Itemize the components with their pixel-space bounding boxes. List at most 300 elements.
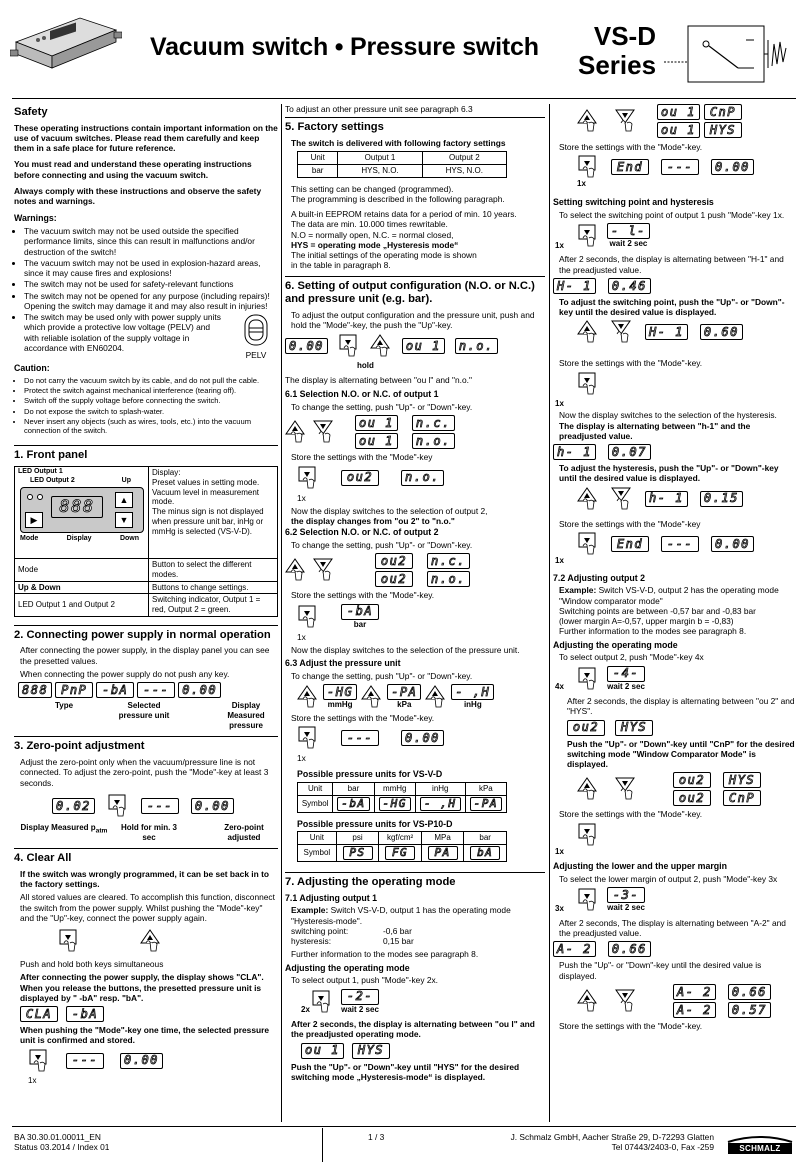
wait-label: wait 2 sec [341,1004,379,1014]
display-value: PA [428,846,458,860]
front-panel-table [14,466,278,617]
press-count: 1x [555,555,564,565]
display-value: n.o. [455,338,498,354]
display-value: 0.02 [52,798,95,814]
display-value: -bA [66,1006,104,1022]
units-p10-table [297,831,507,862]
table-value: Buttons to change settings. [149,581,278,594]
up-key-icon [577,777,599,801]
subsection-text: Now the display switches to the selection of the hysteresis. [559,410,777,421]
display-value: PS [343,846,373,860]
mode-button[interactable]: ▶ [25,512,43,528]
display-value: -3- [607,887,645,903]
press-count: 1x [297,492,306,503]
down-key-icon [615,777,637,801]
pelv-label: PELV [245,350,267,361]
display-value: ou 1 [657,104,700,120]
output-config-text: To adjust the output configuration and the pressure unit, push and hold the "Mode"-key, the push the "Up"-key. [291,309,535,331]
warning-item-text: The switch may be used only with power supply units which provide a protective low voltage (PELV) and with reliable isolation of the supply voltage in accordance with EN60204. [24,312,221,353]
unit-label: mmHg [327,699,353,709]
subsection-text: Now the display switches to the selection of output 2, [291,505,488,516]
display-value: --- [661,159,699,175]
display-value: 0.00 [191,798,234,814]
unit-label: inHg [463,699,482,709]
table-header: bar [333,782,374,795]
press-count: 1x [555,398,564,408]
table-cell: HYS, N.O. [338,164,422,177]
display-value: 0.00 [120,1053,163,1069]
factory-text: The programming is described in the following paragraph. [291,193,505,204]
section-title-power: 2. Connecting power supply in normal operation [14,628,271,641]
subsection-text: the display changes from "ou 2" to "n.o." [291,516,455,527]
mode-label: Mode [20,535,39,543]
subsection-text: After 2 seconds, The display is alternating between "A-2" and the preadjusted value. [559,917,786,939]
up-key-icon [285,420,307,444]
display-value: 888 [18,682,52,698]
display-value: ou 1 [355,415,398,431]
unit-label: kPa [397,699,412,709]
subsection-title: 7.2 Adjusting output 2 [553,572,646,583]
press-count: 1x [555,846,564,856]
vacuum-switch-device-illustration [10,12,122,74]
document-status: Status 03.2014 / Index 01 [14,1142,110,1153]
display-value: 0.00 [401,730,444,746]
display-value: ou2 [567,720,605,736]
document-number: BA 30.30.01.00011_EN [14,1132,101,1142]
display-value: 0.57 [728,1002,771,1018]
press-count: 2x [301,1005,310,1015]
page-number: 1 / 3 [368,1132,385,1142]
column-divider [549,104,550,1122]
subsection-title: 7.1 Adjusting output 1 [285,892,378,903]
display-value: n.o. [427,571,470,587]
company-phone: Tel 07443/2403-0, Fax -259 [611,1142,714,1153]
mode-key-icon [577,667,599,691]
warning-item: • The switch may not be opened for any purpose (including repairs)! Opening the switch may damage it and may also result in injuries! [24,291,278,312]
section-rule [285,276,545,277]
logo-text: SCHMALZ [739,1144,781,1153]
column-1 [14,104,278,1085]
section-title-front-panel: 1. Front panel [14,449,88,462]
display-value: H- 1 [645,324,688,340]
press-count: 1x [555,240,564,250]
subsection-title: 6.3 Adjust the pressure unit [285,657,401,668]
mode-key-icon [338,334,360,358]
table-title: Possible pressure units for VS-P10-D [297,818,453,829]
subsection-text: To select the switching point of output 1 push "Mode"-key 1x. [559,209,785,220]
subsection-title: 6.2 Selection N.O. or N.C. of output 2 [285,527,439,538]
mode-key-icon [577,224,599,248]
mode-key-icon [297,605,319,629]
down-key-icon [615,989,637,1013]
page-title: Vacuum switch • Pressure switch [150,33,539,61]
column-2 [285,104,545,1085]
mode-key-icon [297,466,319,490]
factory-text: in the table in paragraph 8. [291,260,391,271]
display-value: A- 2 [673,984,716,1000]
subsection-text: Push the "Up"- or "Down"-key until the desired value is displayed. [559,960,762,981]
up-key-icon [577,320,599,344]
display-label: Display [66,535,92,543]
factory-text: The data are min. 10.000 times rewritable. [291,219,448,230]
led-output-2-label: LED Output 2 [30,476,75,484]
display-value: - ,H [420,797,461,811]
display-value: --- [141,798,179,814]
factory-table [297,151,507,178]
mode-key-icon [297,726,319,750]
mode-key-icon [577,532,599,556]
display-value: -2- [341,989,379,1005]
subsection-text: Now the display switches to the selection of the pressure unit. [291,644,520,655]
table-cell: Symbol [298,795,333,812]
subsection-text: To select the lower margin of output 2, push "Mode"-key 3x [559,874,778,885]
company-address: J. Schmalz GmbH, Aacher Straße 29, D-72293 Glatten [510,1132,714,1142]
section-rule [14,445,278,446]
clear-text-1: If the switch was wrongly programmed, it can be set back in to the factory settings. [20,868,269,890]
subsection-title: 6.1 Selection N.O. or N.C. of output 1 [285,389,439,400]
store-text: Store the settings with the "Mode"-key. [291,712,435,723]
store-text: Store the settings with the "Mode"-key. [291,590,435,601]
up-key-icon [361,685,383,709]
factory-text: A built-in EEPROM retains data for a period of min. 10 years. [291,209,517,220]
led-output-1 [27,494,33,500]
clear-text-3: After connecting the power supply, the display shows "CLA". When you release the buttons, the presetted pressure unit is displayed by " -bA" resp. "bA". [20,972,264,1003]
caution-title: Caution: [14,363,50,374]
display-value: ou 1 [657,122,700,138]
display-value: 0.15 [700,491,743,507]
section-title-operating-mode: 7. Adjusting the operating mode [285,876,456,889]
series-line-2: Series [578,50,657,81]
display-value: n.o. [401,470,444,486]
up-key-icon [425,685,447,709]
caution-item: • Switch off the supply voltage before connecting the switch. [24,396,278,405]
table-value: Switching indicator, Output 1 = red, Output 2 = green. [149,594,278,617]
table-header: mmHg [374,782,415,795]
switch-symbol-icon [664,24,792,84]
display-value: PnP [55,682,93,698]
up-key-icon [285,558,307,582]
zero-text: Adjust the zero-point only when the vacuum/pressure line is not connected. To adjust the zero-point, push the "Mode"-key at least 3 seconds. [20,757,269,788]
up-button[interactable]: ▲ [115,492,133,508]
footer-rule [12,1126,796,1127]
measured-pressure-label: Display Measured pressure [227,701,265,730]
subsection-text: After 2 seconds, the display is alternating between "ou l" and the preadjusted operating mode. [291,1019,535,1040]
table-header: kgf/cm² [379,832,422,845]
subsection-text: After 2 seconds, the display is alternating between "ou 2" and "HYS". [567,696,795,717]
display-value: ou2 [341,470,379,486]
caution-item: • Never insert any objects (such as wires, tools, etc.) into the vacuum connection of the switch. [24,417,278,436]
display-value: CnP [723,790,761,806]
series-title [578,22,656,80]
store-text: Store the settings with the "Mode"-key [559,518,701,529]
clear-text-2: All stored values are cleared. To accomplish this function, disconnect the switch from the power supply. Whilst pushing the "Mode"-key" and the "Up"-key, connect the power supply again. [20,892,275,923]
schmalz-logo [726,1134,794,1156]
power-text-2: When connecting the power supply do not push any key. [20,668,230,679]
mode-key-icon [107,794,129,818]
display-value: -4- [607,666,645,682]
display-value: 0.00 [711,159,754,175]
factory-text: The initial settings of the operating mode is shown [291,250,477,261]
subsection-text: Push the "Up"- or "Down"-key until "HYS" for the desired switching mode „Hysteresis-mode“ is displayed. [291,1061,520,1082]
display-value: 0.00 [711,536,754,552]
display-value: A- 2 [673,1002,716,1018]
hysteresis-label: hysteresis: [291,936,332,947]
down-key-icon [313,558,335,582]
down-button[interactable]: ▼ [115,512,133,528]
press-count: 1x [297,632,306,643]
units-vd-table [297,782,507,813]
hysteresis-value: 0,15 bar [383,936,414,947]
down-key-icon [313,420,335,444]
display-value: bA [470,846,500,860]
subsection-text: To change the setting, push "Up"- or "Down"-key. [291,402,473,413]
display-value: 0.00 [285,338,328,354]
section-rule [14,625,278,626]
table-value: Button to select the different modes. [149,559,278,582]
switching-point-value: -0,6 bar [383,925,412,936]
display-value: -bA [337,797,369,811]
down-key-icon [611,487,633,511]
display-value: -HG [379,797,411,811]
top-note: To adjust an other pressure unit see paragraph 6.3 [285,104,473,114]
factory-text: HYS = operating mode „Hysteresis mode“ [291,239,459,250]
subsection-text: Switching points are between -0,57 bar and -0,83 bar [559,605,756,616]
table-header: Output 2 [422,152,506,165]
display-value: HYS [704,122,742,138]
subsection-text: The display is alternating between "h-1" and the preadjusted value. [559,420,751,441]
alternating-text: The display is alternating between "ou l" and "n.o." [285,375,472,386]
mode-key-icon [311,990,333,1014]
subsection-text: After 2 seconds, the display is alternating between "H-1" and the preadjusted value. [559,254,784,275]
display-measured-label: Display Measured $p_{atm}$ [20,822,108,835]
display-value: -PA [470,797,502,811]
zero-adjusted-label: Zero-point adjusted [224,822,264,842]
caution-item: • Protect the switch against mechanical interference (tearing off). [24,386,278,395]
display-value: ou 1 [402,338,445,354]
display-value: - ,H [451,684,494,700]
table-header: psi [336,832,379,845]
display-value: - l- [607,223,650,239]
up-key-icon [370,334,392,358]
up-key-icon [140,929,162,953]
warning-item: • The vacuum switch may not be used in explosion-hazard areas, since it may cause fires and explosions! [24,258,278,279]
store-text: Store the settings with the "Mode"-key. [559,809,703,820]
press-count: 1x [577,179,586,189]
warnings-list [24,226,278,361]
column-3 [553,104,795,1034]
display-value: 0.46 [608,278,651,294]
display-value: ou2 [673,772,711,788]
front-panel-diagram [15,467,149,559]
column-divider [281,104,282,1122]
subsection-title: Adjusting the operating mode [285,962,410,973]
subsection-text: To change the setting, push "Up"- or "Down"-key. [291,540,473,551]
mode-key-icon [577,372,599,396]
safety-intro-3: Always comply with these instructions and observe the safety notes and warnings. [14,185,262,207]
warning-item: • The vacuum switch may not be used outside the specified performance limits, since this can result in malfunctions and/or destruction of the switch! [24,226,278,257]
subsection-text: To select output 1, push "Mode"-key 2x. [291,975,439,986]
display-value: HYS [352,1043,390,1059]
display-value: -bA [341,604,379,620]
subsection-text: To adjust the hysteresis, push the "Up"- or "Down"-key until the desired value is displayed. [559,463,779,484]
section-title-clear: 4. Clear All [14,852,72,865]
display-value: -bA [96,682,134,698]
down-key-icon [611,320,633,344]
mode-key-icon [577,155,599,179]
table-cell: bar [298,164,338,177]
led-output-1-label: LED Output 1 [18,468,63,475]
press-count: 1x [28,1075,37,1085]
mode-key-icon [577,888,599,912]
display-value: --- [66,1053,104,1069]
table-key: LED Output 1 and Output 2 [15,594,149,617]
section-rule [14,848,278,849]
table-header: kPa [465,782,506,795]
selected-unit-label: Selected pressure unit [118,701,170,720]
page-header [0,0,808,98]
safety-intro-1: These operating instructions contain important information on the use of vacuum switches. Please read them carefully and keep them in a safe place for future reference. [14,122,278,154]
subsection-text: Further information to the modes see paragraph 8. [559,626,747,637]
caution-item: • Do not carry the vacuum switch by its cable, and do not pull the cable. [24,376,278,385]
further-info: Further information to the modes see paragraph 8. [291,949,479,960]
display-value: -PA [387,684,421,700]
pelv-icon [244,314,268,348]
subsection-title: Setting switching point and hysteresis [553,197,714,207]
table-header: Output 1 [338,152,422,165]
wait-label: wait 2 sec [607,903,645,913]
display-value: HYS [615,720,653,736]
table-header: inHg [415,782,465,795]
display-value: 0.66 [728,984,771,1000]
front-panel-description: Display: Preset values in setting mode. Vacuum level in measurement mode. The minus sign is not displayed when pressure unit bar, inHg or mmHg is selected (VS-V-D). [149,467,278,559]
subsection-text: Push the "Up"- or "Down"-key until "CnP" for the desired switching mode "Window Comparator Mode" is displayed. [567,738,795,770]
display-value: n.c. [427,553,470,569]
factory-text: This setting can be changed (programmed). [291,183,454,194]
front-panel [20,487,144,533]
example-text: Example: Switch VS-V-D, output 2 has the operating mode "Window comparator mode" [559,585,779,606]
display-value: ou 1 [355,433,398,449]
example-text: Example: Switch VS-V-D, output 1 has the operating mode "Hysteresis-mode". [291,905,511,926]
section-rule [14,736,278,737]
section-title-output-config: 6. Setting of output configuration (N.O. or N.C.) and pressure unit (e.g. bar). [285,279,535,306]
wait-label: wait 2 sec [609,238,648,248]
display-value: n.c. [412,415,455,431]
display-value: ou2 [673,790,711,806]
table-header: Unit [298,152,338,165]
table-cell: HYS, N.O. [422,164,506,177]
up-key-icon [297,685,319,709]
factory-sub: The switch is delivered with following factory settings [291,137,506,148]
press-count: 4x [555,682,564,692]
section-rule [285,117,545,118]
table-cell: Symbol [298,845,337,862]
pelv-symbol [236,314,276,361]
caution-item: • Do not expose the switch to splash-water. [24,407,278,416]
subsection-text: To adjust the switching point, push the "Up"- or "Down"-key until the desired value is displayed. [559,296,785,318]
display-value: -HG [323,684,357,700]
footer-company [474,1132,714,1153]
press-count: 1x [297,752,306,763]
display-value: 0.00 [178,682,221,698]
store-text: Store the settings with the "Mode"-key. [559,1020,703,1031]
mode-key-icon [28,1049,50,1073]
display-value: --- [661,536,699,552]
display-value: FG [385,846,415,860]
store-text: Store the settings with the "Mode"-key. [559,142,703,152]
table-header: MPa [421,832,464,845]
up-key-icon [577,109,599,133]
store-text: Store the settings with the "Mode"-key. [559,358,703,369]
table-header: Unit [298,782,333,795]
display-value: ou 1 [301,1043,344,1059]
up-key-icon [577,989,599,1013]
display-value: h- 1 [645,491,688,507]
table-key: Up & Down [15,581,149,594]
display-value: h- 1 [553,444,596,460]
push-both-text: Push and hold both keys simultaneous [20,959,164,970]
press-count: 3x [555,904,564,914]
store-text: Store the settings with the "Mode"-key [291,452,433,463]
factory-text: N.O = normally open, N.C. = normal closed, [291,229,454,240]
subsection-text: To change the setting, push "Up"- or "Down"-key. [291,670,473,681]
subsection-title: Adjusting the operating mode [553,639,678,650]
subsection-title: Adjusting the lower and the upper margin [553,861,727,872]
display-value: ou2 [375,553,413,569]
display-value: --- [137,682,175,698]
section-title-safety: Safety [14,106,48,118]
footer-divider [322,1128,323,1162]
display-value: 0.60 [700,324,743,340]
display-value: n.o. [412,433,455,449]
display-value: End [611,159,649,175]
display-value: --- [341,730,379,746]
warnings-title: Warnings: [14,213,57,224]
display-value: CnP [704,104,742,120]
display-value: ou2 [375,571,413,587]
up-key-icon [577,487,599,511]
display-value: H- 1 [553,278,596,294]
table-header: Unit [298,832,337,845]
section-title-factory: 5. Factory settings [285,121,384,134]
display-value: 0.07 [608,444,651,460]
bar-label: bar [353,619,367,629]
mode-key-icon [577,823,599,847]
display-value: End [611,536,649,552]
up-label: Up [121,476,131,484]
mode-key-icon [58,929,80,953]
subsection-text: To select output 2, push "Mode"-key 4x [559,652,704,663]
table-key: Mode [15,559,149,582]
section-rule [285,872,545,873]
led-output-2 [37,494,43,500]
hold-label: Hold for min. 3 sec [121,822,177,842]
table-title: Possible pressure units for VS-V-D [297,769,443,780]
table-header: bar [464,832,507,845]
type-label: Type [54,701,74,711]
display-value: HYS [723,772,761,788]
display-value: A- 2 [553,941,596,957]
warning-item [24,312,278,361]
display-value: 0.66 [608,941,651,957]
warning-item: • The switch may not be used for safety-relevant functions [24,279,278,289]
clear-text-4: When pushing the "Mode"-key one time, the selected pressure unit is confirmed and stored. [20,1025,270,1046]
down-key-icon [615,109,637,133]
subsection-text: (lower margin A=-0,57, upper margin b = -0,83) [559,616,734,627]
safety-intro-2: You must read and understand these operating instructions before connecting and using the vacuum switch. [14,159,252,180]
display-value: CLA [20,1006,58,1022]
section-title-zero: 3. Zero-point adjustment [14,740,145,753]
panel-display: 888 [51,496,103,518]
